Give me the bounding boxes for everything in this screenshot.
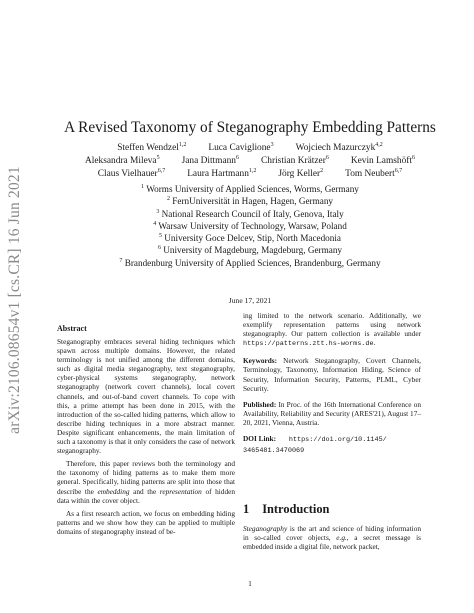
arxiv-stamp-text: arXiv:2106.08654v1 [cs.CR] 16 Jun 2021	[6, 166, 23, 434]
abstract-continuation: ing limited to the network scenario. Additionally, we exemplify representation patterns using network steganography. Our pattern collection is available under https://patterns.ztt.hs-worms.de.	[243, 311, 421, 349]
author: Claus Vielhauer$^{6,7}$	[97, 168, 166, 179]
published-info: Published: In Proc. of the 16th International Conference on Availability, Reliability and Security (ARES'21), August 17–20, 2021, Vienna, Austria.	[243, 399, 422, 427]
author: Christian Krätzer$^6$	[261, 155, 329, 166]
affiliation: $^2$ FernUniversität in Hagen, Hagen, Germany	[166, 196, 334, 207]
published-label: Published:	[243, 399, 277, 409]
affiliation: $^1$ Worms University of Applied Sciences, Worms, Germany	[141, 184, 359, 194]
author-list	[40, 142, 460, 181]
paper-title: A Revised Taxonomy of Steganography Embedding Patterns	[64, 119, 436, 136]
affiliation: $^4$ Warsaw University of Technology, Warsaw, Poland	[153, 220, 347, 231]
abstract-paragraph: As a first research action, we focus on embedding hiding patterns and we show how they can be applied to multiple domains of steganography instead of be-	[57, 508, 235, 536]
author-row	[40, 168, 460, 181]
author-row	[40, 142, 460, 155]
author: Jörg Keller$^2$	[278, 168, 324, 179]
author: Aleksandra Mileva$^5$	[84, 155, 160, 166]
affiliation: $^5$ University Goce Delcev, Stip, North Macedonia	[158, 233, 342, 244]
affiliation: $^6$ University of Magdeburg, Magdeburg, Germany	[157, 245, 343, 256]
doi-url[interactable]: https://doi.org/10.1145/ 3465481.3470069	[243, 436, 387, 456]
author: Kevin Lamshöft$^6$	[350, 155, 416, 166]
section-heading-introduction: 1 Introduction	[243, 502, 330, 516]
author: Steffen Wendzel$^{1,2}$	[117, 142, 187, 153]
abstract-column-right	[243, 311, 421, 456]
author: Jana Dittmann$^6$	[181, 155, 239, 166]
paper-date: June 17, 2021	[228, 296, 272, 305]
author: Laura Hartmann$^{1,2}$	[187, 168, 257, 179]
page-number: 1	[248, 579, 252, 588]
author: Wojciech Mazurczyk$^{4,2}$	[295, 142, 383, 153]
affiliation: $^3$ National Research Council of Italy, Genova, Italy	[156, 208, 344, 219]
arxiv-stamp	[4, 150, 26, 450]
abstract-column-left	[57, 337, 235, 536]
author: Luca Caviglione$^3$	[208, 142, 274, 153]
abstract-paragraph: Therefore, this paper reviews both the terminology and the taxonomy of hiding patterns as to make them more general. Specifically, hiding patterns are split into those that describe the embedding and the representation of hidden data within the cover object.	[57, 459, 235, 505]
abstract-paragraph: Steganography embraces several hiding techniques which spawn across multiple domains. However, the related terminology is not unified among the different domains, such as digital media steganography, text steganography, cyber-physical systems steganography, network steganography (network covert channels), local covert channels, and out-of-band covert channels. To cope with this, a prime attempt has been done in 2015, with the introduction of the so-called hiding patterns, which allow to describe hiding techniques in a more abstract manner. Despite significant enhancements, the main limitation of such a taxonomy is that it only considers the case of network steganography.	[57, 337, 235, 456]
doi-label: DOI Link:	[243, 434, 277, 444]
affiliation-list	[40, 183, 460, 269]
abstract-heading: Abstract	[57, 324, 87, 333]
affiliation: $^7$ Brandenburg University of Applied Sciences, Brandenburg, Germany	[119, 257, 381, 268]
author: Tom Neubert$^{6,7}$	[345, 168, 403, 179]
doi-link	[243, 434, 421, 456]
author-row	[40, 155, 460, 168]
introduction-text: Steganography is the art and science of hiding information in so-called cover objects, e.g., a secret message is embedded inside a digital file, network packet,	[243, 524, 421, 552]
keywords-label: Keywords:	[243, 356, 278, 366]
pattern-collection-link[interactable]: https://patterns.ztt.hs-worms.de	[243, 340, 374, 349]
keywords: Keywords: Network Steganography, Covert Channels, Terminology, Taxonomy, Information Hiding, Science of Security, Information Security, Patterns, PLML, Cyber Security.	[243, 356, 421, 393]
